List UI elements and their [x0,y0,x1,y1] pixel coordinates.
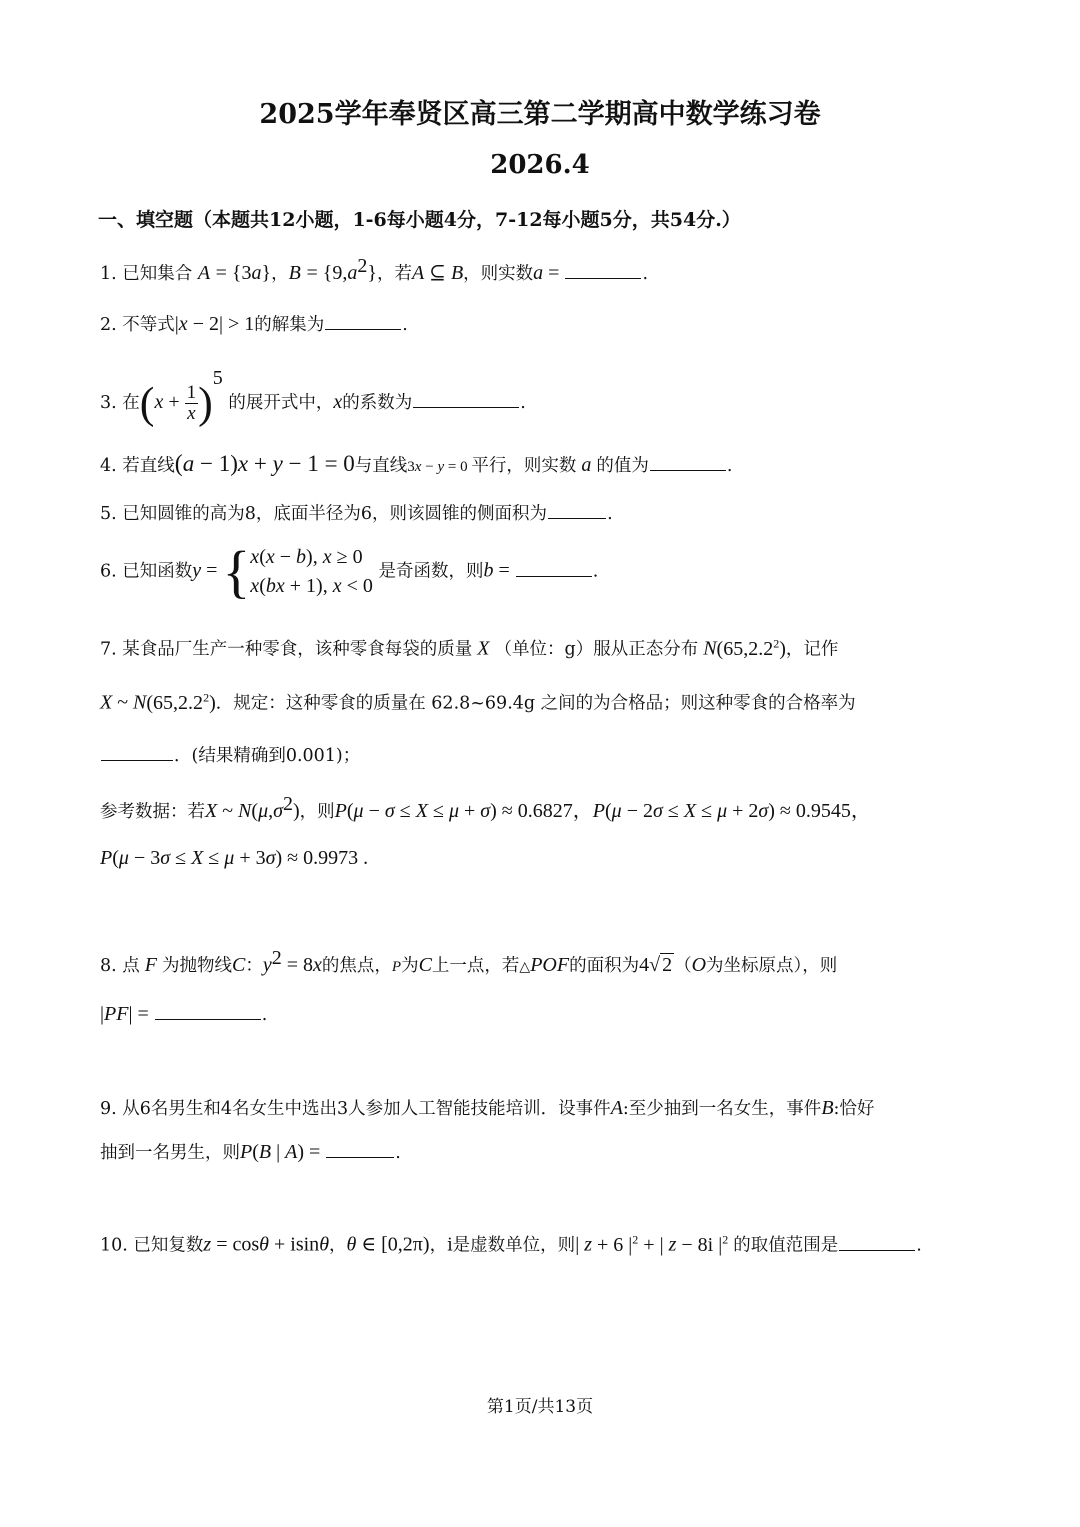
question-number: 3. [100,393,117,413]
question-number: 5. [100,504,117,524]
exam-date: 2026.4 [490,150,590,180]
answer-blank[interactable] [516,575,592,577]
question-number: 8. [100,955,117,976]
question-number: 9. [100,1099,117,1119]
question-3: 3. 在(x + $\frac{1}{x}$ )$^5$ 的展开式中，x的系数为 . [100,367,526,428]
question-9-line-1: 9. 从6名男生和4名女生中选出3人参加人工智能技能培训．设事件A:至少抽到一名女生，事件B:恰好 [100,1097,875,1119]
question-6: 6. 已知函数y = { x(x − b), x ≥ 0 x(bx + 1), x < 0 是奇函数，则b = . [100,539,599,604]
question-7-line-1: 7. 某食品厂生产一种零食，该种零食每袋的质量 X （单位：g）服从正态分布 N(65,2.2$^2$)，记作 [100,636,839,660]
section-heading-fill-in: 一、填空题（本题共12小题，1-6每小题4分，7-12每小题5分，共54分.） [98,209,741,231]
question-number: 7. [100,639,117,660]
question-9-line-2: 抽到一名男生，则P(B | A) = . [100,1141,401,1163]
answer-blank[interactable] [839,1249,915,1251]
page-footer: 第1页/共13页 [486,1397,594,1417]
question-8-line-1: 8. 点 F 为抛物线C：$y^2 = 8x$的焦点，P为C上一点，若△POF的面积为4√ 2 （O为坐标原点），则 [100,947,838,976]
question-7-line-3: ．(结果精确到0.001)； [100,746,360,767]
question-number: 10. [100,1235,128,1256]
answer-blank[interactable] [101,759,173,761]
question-number: 6. [100,561,117,582]
question-5: 5. 已知圆锥的高为8，底面半径为6，则该圆锥的侧面积为 . [100,504,613,524]
answer-blank[interactable] [413,406,519,408]
answer-blank[interactable] [326,1156,394,1158]
answer-blank[interactable] [650,469,726,471]
question-4: 4. 若直线(a − 1)x + y − 1 = 0与直线3x − y = 0 平行，则实数 a 的值为 . [100,451,733,477]
question-1: 1. 已知集合 A = {3a}，$B = \{9,a^2\}$，若A ⊆ B，则实数a = . [100,255,649,284]
question-7-reference-1: 参考数据：若X ~ $N(\mu,\sigma^2)$，则P(μ − σ ≤ X ≤ μ + σ) ≈ 0.6827，P(μ − 2σ ≤ X ≤ μ + 2σ) ≈ 0.9545， [100,793,871,822]
answer-blank[interactable] [548,517,606,519]
question-number: 1. [100,263,117,284]
page-title: 2025学年奉贤区高三第二学期高中数学练习卷 [259,99,821,130]
answer-blank[interactable] [155,1018,261,1020]
question-number: 2. [100,315,117,335]
question-8-line-2: |PF| = . [100,1003,268,1025]
question-7-reference-2: P(μ − 3σ ≤ X ≤ μ + 3σ) ≈ 0.9973 . [100,847,369,869]
answer-blank[interactable] [325,328,401,330]
question-number: 4. [100,456,117,476]
question-2: 2. 不等式|x − 2| > 1的解集为 . [100,313,408,335]
question-7-line-2: X ~ N(65,2.2$^2$)．规定：这种零食的质量在 62.8~69.4g 之间的为合格品；则这种零食的合格率为 [100,690,856,714]
question-10: 10. 已知复数z = cosθ + isinθ，θ ∈ [0,2π)，i是虚数单位，则| z + 6 $|^2$ + | z − 8i $|^2$ 的取值范围是 . [100,1232,922,1256]
answer-blank[interactable] [565,277,641,279]
